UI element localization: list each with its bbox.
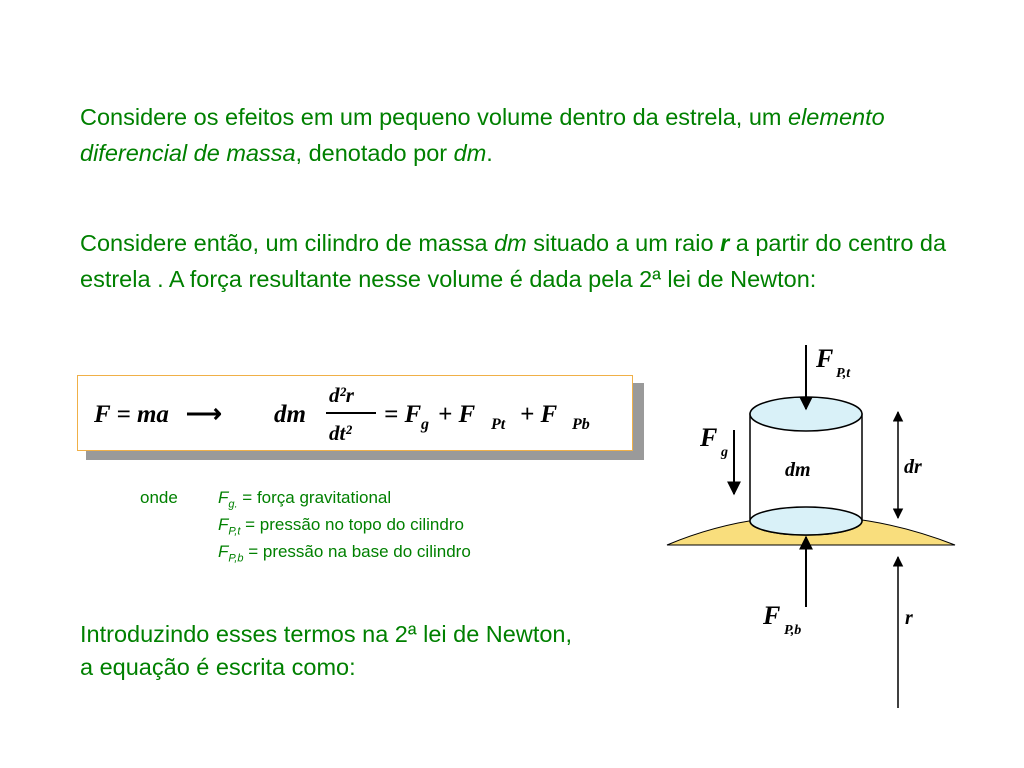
eq-plus-f1: + F [438, 401, 476, 428]
p1-text-middle: , denotado por [295, 140, 454, 166]
force-grav-label: F [700, 423, 718, 452]
eq-lhs: F = ma [94, 401, 169, 428]
def-fpt-text: = pressão no topo do cilindro [240, 515, 464, 534]
eq-sub-pt: Pt [491, 416, 506, 433]
force-top-sub: P,t [836, 366, 851, 381]
def-fg-sub: g. [228, 498, 238, 511]
def-fg-text: = força gravitational [237, 488, 392, 507]
def-fpt-symbol: F [218, 515, 229, 534]
p3-line1: Introduzindo esses termos na 2ª lei de Newton, [80, 621, 573, 647]
p1-text-end: . [486, 140, 493, 166]
p2-text-after: a partir do centro da estrela . A força resultante nesse volume é dada pela 2ª lei de Newton: [80, 230, 947, 292]
p2-text-middle: situado a um raio [526, 230, 721, 256]
eq-dm: dm [274, 401, 306, 428]
onde-label: onde [140, 488, 178, 507]
p1-emphasis: elemento diferencial de massa [80, 104, 885, 166]
force-top-label: F [816, 344, 834, 373]
def-fpb-text: = pressão na base do cilindro [243, 542, 471, 561]
cylinder-bottom [750, 507, 862, 535]
def-fg-symbol: F [218, 488, 229, 507]
def-fpb-sub: P,b [228, 552, 244, 565]
r-label: r [905, 607, 913, 629]
p1-var-dm: dm [453, 140, 487, 166]
p2-var-r: r [720, 230, 730, 256]
eq-plus-f2: + F [520, 401, 558, 428]
eq-sub-g: g [421, 416, 429, 433]
p2-var-dm: dm [494, 230, 527, 256]
p1-text-before: Considere os efeitos em um pequeno volume dentro da estrela, um [80, 104, 789, 130]
eq-arrow: ⟶ [186, 401, 222, 428]
eq-frac-num: d²r [329, 383, 354, 407]
eq-frac-den: dt² [329, 421, 352, 445]
dr-label: dr [904, 456, 922, 478]
force-bottom-sub: P,b [784, 623, 802, 638]
mass-label: dm [785, 459, 811, 481]
def-fpb-symbol: F [218, 542, 229, 561]
p2-text-before: Considere então, um cilindro de massa [80, 230, 495, 256]
force-grav-sub: g [721, 445, 728, 460]
eq-rhs: = F [384, 401, 422, 428]
force-bottom-label: F [763, 601, 781, 630]
def-fpt-sub: P,t [228, 525, 241, 538]
p3-line2: a equação é escrita como: [80, 654, 356, 680]
eq-sub-pb: Pb [572, 416, 590, 433]
